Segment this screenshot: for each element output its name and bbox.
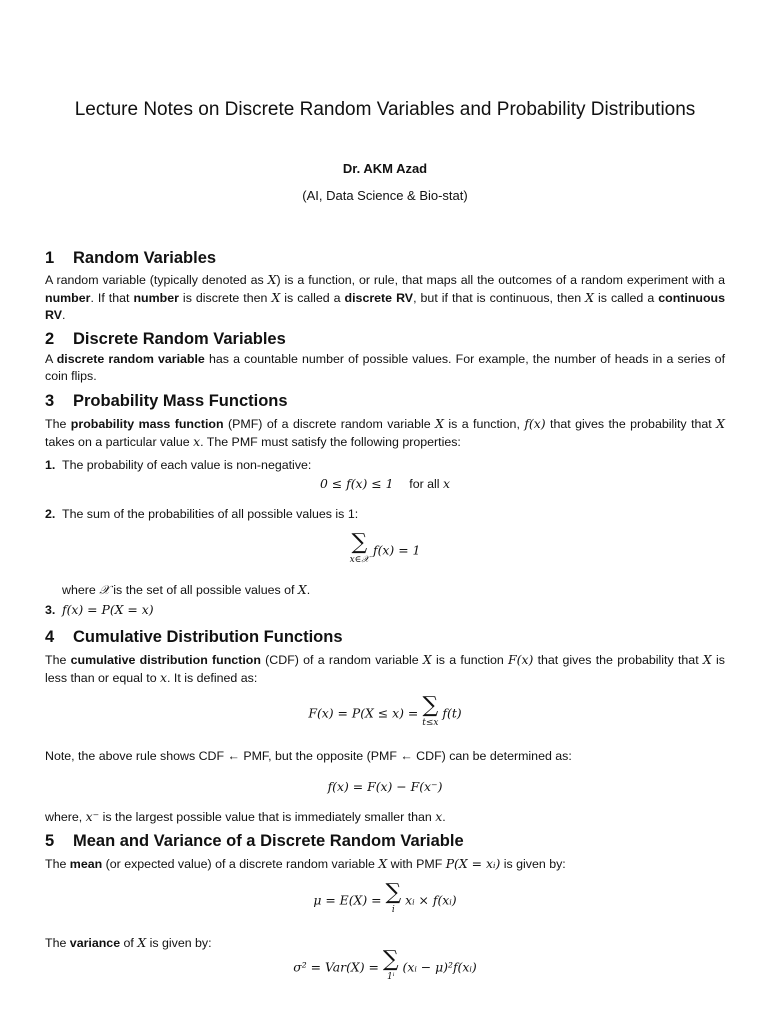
variance-intro: The variance of X is given by: xyxy=(45,935,212,950)
pmf-equation-2: ∑ x∈𝒳 f(x) = 1 xyxy=(349,530,421,565)
section-5-heading: 5 Mean and Variance of a Discrete Random Variable xyxy=(45,832,464,850)
pmf-property-3: 3. f(x) = P(X = x) xyxy=(45,602,154,617)
pmf-property-1: 1. The probability of each value is non-negative: xyxy=(45,458,312,472)
section-2-paragraph: A discrete random variable has a countable number of possible values. For example, the number of heads in a series of coin flips. xyxy=(45,352,726,383)
pmf-from-cdf-equation: f(x) = F(x) − F(x⁻) xyxy=(327,779,443,794)
section-1-heading: 1 Random Variables xyxy=(45,249,217,267)
author-name: Dr. AKM Azad xyxy=(342,161,428,176)
section-1-paragraph: A random variable (typically denoted as X) is a function, or rule, that maps all the outcomes of a random experiment with a number. If that number is discrete then X is called a discrete RV, but if that is continuous, then X is called a continuous RV. xyxy=(45,272,726,322)
cdf-equation: F(x) = P(X ≤ x) = ∑ t≤x f(t) xyxy=(308,693,462,728)
pmf-where-note: where 𝒳 is the set of all possible values of X. xyxy=(62,582,311,597)
section-4-heading: 4 Cumulative Distribution Functions xyxy=(45,628,343,646)
pmf-equation-1: 0 ≤ f(x) ≤ 1 for all x xyxy=(319,476,451,491)
section-4-paragraph: The cumulative distribution function (CDF) of a random variable X is a function F(x) that gives the probability that X is less than or equal to x. It is defined as: xyxy=(45,652,725,685)
section-3-paragraph: The probability mass function (PMF) of a discrete random variable X is a function, f(x) that gives the probability that X takes on a particular value x. The PMF must satisfy the following properties: xyxy=(45,416,725,449)
author-affiliation: (AI, Data Science & Bio-stat) xyxy=(302,188,468,203)
document-title: Lecture Notes on Discrete Random Variables and Probability Distributions xyxy=(74,99,696,120)
section-3-heading: 3 Probability Mass Functions xyxy=(45,392,288,410)
document-page xyxy=(45,0,725,1024)
section-5-paragraph: The mean (or expected value) of a discrete random variable X with PMF P(X = xᵢ) is given by: xyxy=(45,856,566,871)
cdf-pmf-note: Note, the above rule shows CDF ← PMF, but the opposite (PMF ← CDF) can be determined as: xyxy=(45,749,572,763)
x-minus-note: where, x⁻ is the largest possible value that is immediately smaller than x. xyxy=(45,809,446,824)
section-2-heading: 2 Discrete Random Variables xyxy=(45,330,286,348)
pmf-property-2: 2. The sum of the probabilities of all possible values is 1: xyxy=(45,507,359,521)
mean-equation: μ = E(X) = ∑ i xᵢ × f(xᵢ) xyxy=(313,880,457,915)
variance-equation: σ² = Var(X) = ∑ 1ⁱ (xᵢ − μ)²f(xᵢ) xyxy=(293,947,477,982)
